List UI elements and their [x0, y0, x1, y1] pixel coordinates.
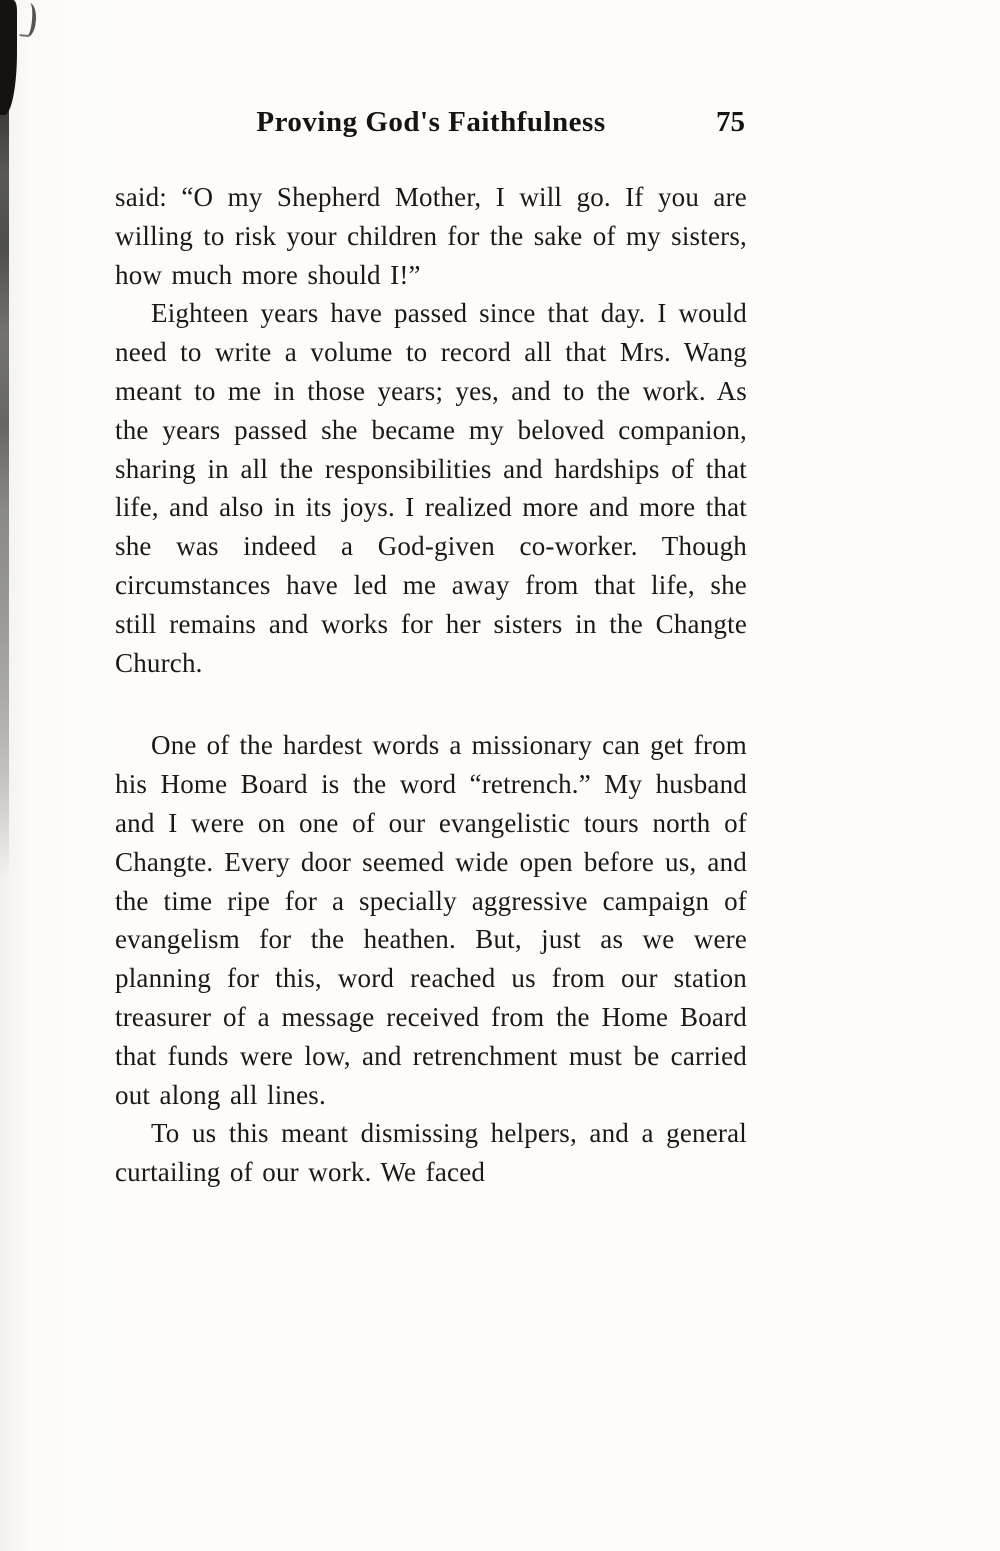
paragraph: One of the hardest words a missionary can get from his Home Board is the word “retrench.” My husband and I were on one of our evangelistic tours north of Changte. Every door seemed wide open before us, and the time ripe for a specially aggressive campaign of evangelism for the heathen. But, just as we were planning for this, word reached us from our station treasurer of a message received from the Home Board that funds were low, and retrenchment must be carried out along all lines. — [115, 730, 747, 1110]
page-header — [115, 106, 747, 148]
scan-corner-smudge — [0, 0, 17, 115]
paragraph: Eighteen years have passed since that day. I would need to write a volume to record all that Mrs. Wang meant to me in those years; yes, and to the work. As the years passed she became my beloved companion, sharing in all the responsibilities and hardships of that life, and also in its joys. I realized more and more that she was indeed a God-given co-worker. Though circumstances have led me away from that life, she still remains and works for her sisters in the Changte Church. — [115, 298, 747, 678]
running-title: Proving God's Faithfulness — [256, 106, 606, 138]
paragraph: said: “O my Shepherd Mother, I will go. If you are willing to risk your children for the sake of my sisters, how much more should I!” — [115, 182, 747, 290]
paragraph: To us this meant dismissing helpers, and a general curtailing of our work. We faced — [115, 1118, 747, 1188]
scan-binding-artifact — [0, 0, 9, 880]
ink-smudge — [19, 2, 37, 37]
page-number: 75 — [716, 106, 745, 138]
page-content — [115, 106, 747, 1192]
